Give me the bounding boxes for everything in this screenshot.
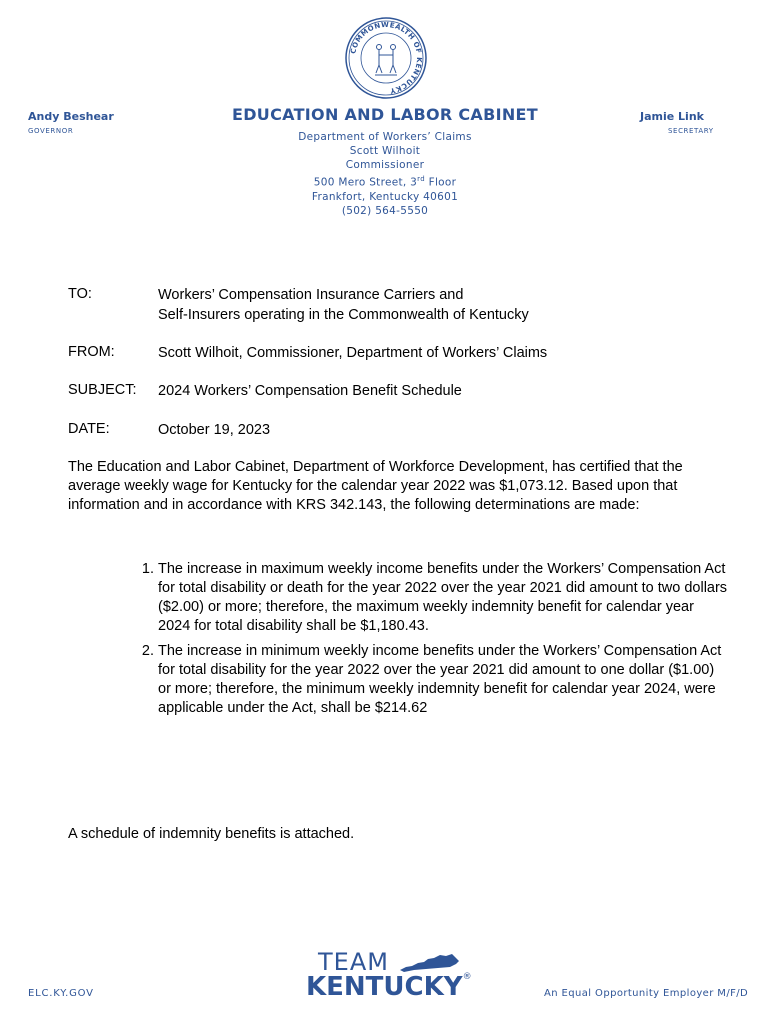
- governor-title: GOVERNOR: [28, 127, 74, 135]
- subject-label: SUBJECT:: [68, 382, 137, 398]
- address-department: Department of Workers’ Claims: [298, 131, 472, 143]
- logo-kentucky-text: KENTUCKY®: [306, 972, 472, 1002]
- kentucky-state-icon: [398, 952, 460, 974]
- list-item: 2. The increase in minimum weekly income benefits under the Workers’ Compensation Act for total disability for the year 2022 over the year 2021 did amount to one dollar ($1.00) or more; therefore, the minimum weekly indemnity benefit for calendar year 2024, were applicable under the Act, shall be $214.62: [158, 642, 728, 718]
- list-item: 1. The increase in maximum weekly income benefits under the Workers’ Compensation Act for total disability or death for the year 2022 over the year 2021 did amount to two dollars ($2.00) or more; therefore, the maximum weekly indemnity benefit for calendar year 2024 for total disability shall be $1,180.43.: [158, 560, 728, 636]
- logo-team-text: TEAM: [318, 948, 389, 976]
- date-label: DATE:: [68, 421, 110, 437]
- governor-name: Andy Beshear: [28, 110, 114, 123]
- address-street: 500 Mero Street, 3rd Floor: [313, 175, 457, 189]
- secretary-name: Jamie Link: [640, 110, 704, 123]
- closing-note: A schedule of indemnity benefits is attached.: [68, 826, 355, 842]
- department-address: [0, 130, 770, 218]
- from-label: FROM:: [68, 344, 115, 360]
- intro-paragraph: The Education and Labor Cabinet, Department of Workforce Development, has certified that the average weekly wage for Kentucky for the calendar year 2022 was $1,073.12. Based upon that information and in accordance with KRS 342.143, the following determinations are made:: [68, 459, 683, 513]
- equal-opportunity-text: An Equal Opportunity Employer M/F/D: [544, 988, 749, 999]
- address-phone: (502) 564-5550: [341, 204, 429, 217]
- date-value: October 19, 2023: [158, 422, 271, 438]
- subject-value: 2024 Workers’ Compensation Benefit Schedule: [158, 383, 462, 399]
- svg-text:COMMONWEALTH OF KENTUCKY: COMMONWEALTH OF KENTUCKY: [349, 20, 424, 95]
- address-commissioner-name: Scott Wilhoit: [349, 145, 421, 157]
- to-value: Workers’ Compensation Insurance Carriers and Self-Insurers operating in the Commonwealth of Kentucky: [158, 287, 529, 323]
- cabinet-title: EDUCATION AND LABOR CABINET: [231, 105, 538, 124]
- from-value: Scott Wilhoit, Commissioner, Department of Workers’ Claims: [158, 345, 548, 361]
- to-label: TO:: [68, 286, 92, 302]
- kentucky-seal: [345, 17, 427, 99]
- address-city: Frankfort, Kentucky 40601: [311, 190, 459, 203]
- website-text: ELC.KY.GOV: [28, 988, 94, 999]
- address-commissioner-title: Commissioner: [345, 159, 425, 171]
- secretary-title: SECRETARY: [668, 127, 714, 135]
- determinations-list: [110, 560, 728, 724]
